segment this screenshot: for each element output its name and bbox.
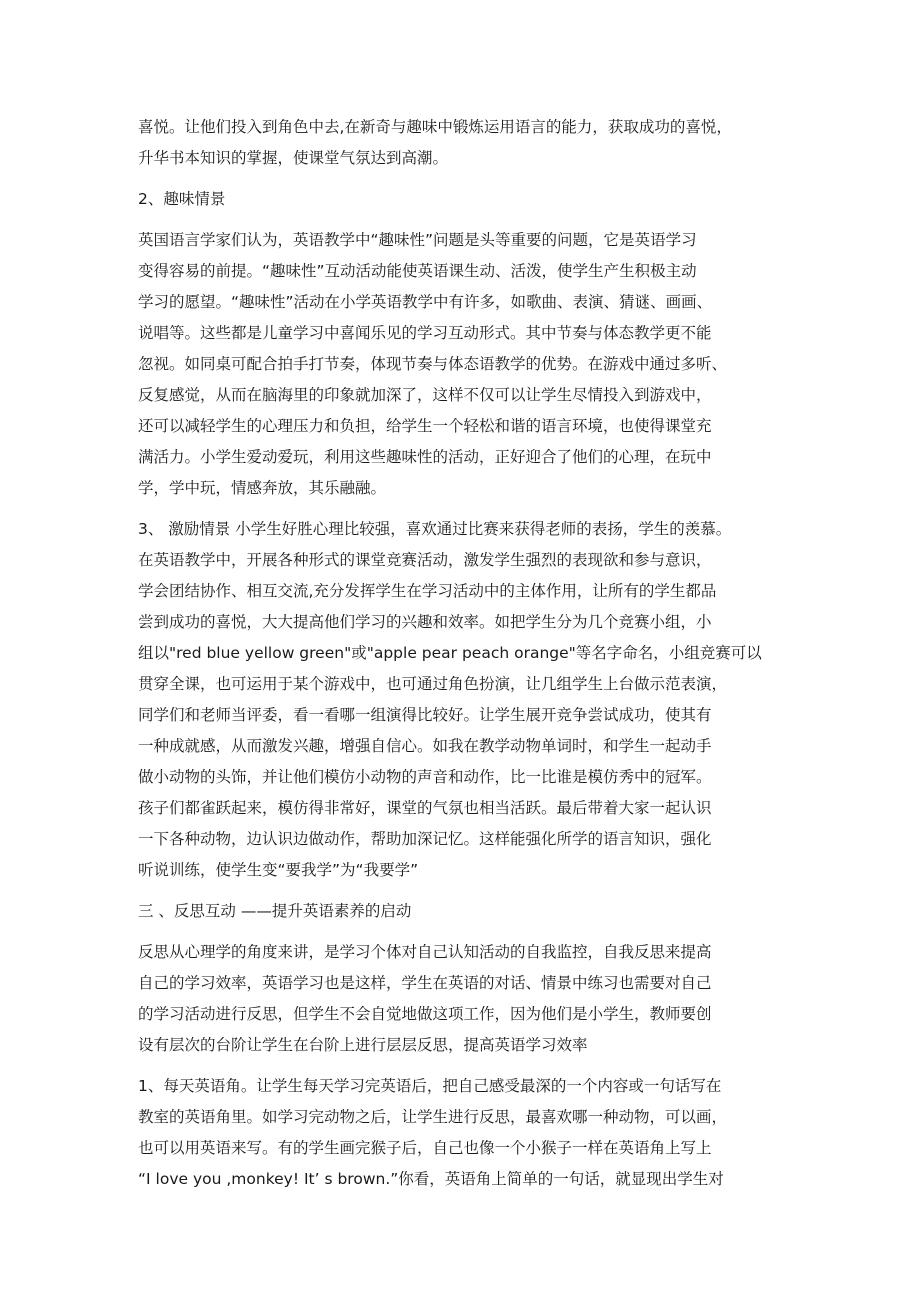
- text-line: 也可以用英语来写。有的学生画完猴子后，自己也像一个小猴子一样在英语角上写上: [138, 1139, 712, 1157]
- text-line: 学会团结协作、相互交流,充分发挥学生在学习活动中的主体作用，让所有的学生都品: [138, 582, 717, 600]
- text-line: 一种成就感，从而激发兴趣，增强自信心。如我在教学动物单词时，和学生一起动手: [138, 737, 712, 755]
- text-line: 还可以减轻学生的心理压力和负担，给学生一个轻松和谐的语言环境，也使得课堂充: [138, 417, 712, 435]
- section-heading-reflection: 三 、反思互动 ——提升英语素养的启动: [138, 902, 412, 920]
- text-line: 3、 激励情景 小学生好胜心理比较强，喜欢通过比赛来获得老师的表扬，学生的羡慕。: [138, 520, 732, 538]
- text-line: 满活力。小学生爱动爱玩，利用这些趣味性的活动，正好迎合了他们的心理，在玩中: [138, 448, 712, 466]
- text-line: 学，学中玩，情感奔放，其乐融融。: [138, 479, 387, 497]
- text-line: 说唱等。这些都是儿童学习中喜闻乐见的学习互动形式。其中节奏与体态教学更不能: [138, 324, 712, 342]
- text-line: 一下各种动物，边认识边做动作，帮助加深记忆。这样能强化所学的语言知识，强化: [138, 830, 712, 848]
- text-line: 反复感觉，从而在脑海里的印象就加深了，这样不仅可以让学生尽情投入到游戏中，: [138, 386, 712, 404]
- text-line: 做小动物的头饰，并让他们模仿小动物的声音和动作，比一比谁是模仿秀中的冠军。: [138, 768, 712, 786]
- text-line: 设有层次的台阶让学生在台阶上进行层层反思，提高英语学习效率: [138, 1036, 588, 1054]
- text-line: 听说训练，使学生变“要我学”为“我要学”: [138, 861, 419, 879]
- text-line: 忽视。如同桌可配合拍手打节奏，体现节奏与体态语教学的优势。在游戏中通过多听、: [138, 355, 728, 373]
- text-line: 自己的学习效率，英语学习也是这样，学生在英语的对话、情景中练习也需要对自己: [138, 974, 712, 992]
- paragraph-continuation: [138, 112, 793, 174]
- text-line: 在英语教学中，开展各种形式的课堂竞赛活动，激发学生强烈的表现欲和参与意识，: [138, 551, 712, 569]
- text-line: 反思从心理学的角度来讲，是学习个体对自己认知活动的自我监控，自我反思来提高: [138, 943, 712, 961]
- section-heading-interest: 2、趣味情景: [138, 190, 226, 208]
- text-line: “I love you ,monkey! It’ s brown.”你看，英语角上简单的一句话，就显现出学生对: [138, 1170, 724, 1188]
- text-line: 同学们和老师当评委，看一看哪一组演得比较好。让学生展开竞争尝试成功，使其有: [138, 706, 712, 724]
- paragraph-motivation: [138, 514, 793, 886]
- text-line: 喜悦。让他们投入到角色中去,在新奇与趣味中锻炼运用语言的能力，获取成功的喜悦，: [138, 118, 732, 136]
- text-line: 变得容易的前提。“趣味性”互动活动能使英语课生动、活泼，使学生产生积极主动: [138, 262, 697, 280]
- text-line: 英国语言学家们认为，英语教学中“趣味性”问题是头等重要的问题，它是英语学习: [138, 231, 697, 249]
- document-page: [138, 112, 793, 1205]
- paragraph-english-corner: [138, 1071, 793, 1195]
- text-line: 尝到成功的喜悦，大大提高他们学习的兴趣和效率。如把学生分为几个竞赛小组，小: [138, 613, 712, 631]
- text-line: 的学习活动进行反思，但学生不会自觉地做这项工作，因为他们是小学生，教师要创: [138, 1005, 712, 1023]
- paragraph-reflection: [138, 937, 793, 1061]
- text-line: 升华书本知识的掌握，使课堂气氛达到高潮。: [138, 149, 449, 167]
- text-line: 组以"red blue yellow green"或"apple pear peach orange"等名字命名，小组竞赛可以: [138, 644, 762, 662]
- text-line: 贯穿全课，也可运用于某个游戏中，也可通过角色扮演，让几组学生上台做示范表演，: [138, 675, 728, 693]
- text-line: 1、每天英语角。让学生每天学习完英语后，把自己感受最深的一个内容或一句话写在: [138, 1077, 722, 1095]
- text-line: 教室的英语角里。如学习完动物之后，让学生进行反思，最喜欢哪一种动物，可以画，: [138, 1108, 728, 1126]
- paragraph-interest: [138, 225, 793, 504]
- text-line: 学习的愿望。“趣味性”活动在小学英语教学中有许多，如歌曲、表演、猜谜、画画、: [138, 293, 713, 311]
- text-line: 孩子们都雀跃起来，模仿得非常好，课堂的气氛也相当活跃。最后带着大家一起认识: [138, 799, 712, 817]
